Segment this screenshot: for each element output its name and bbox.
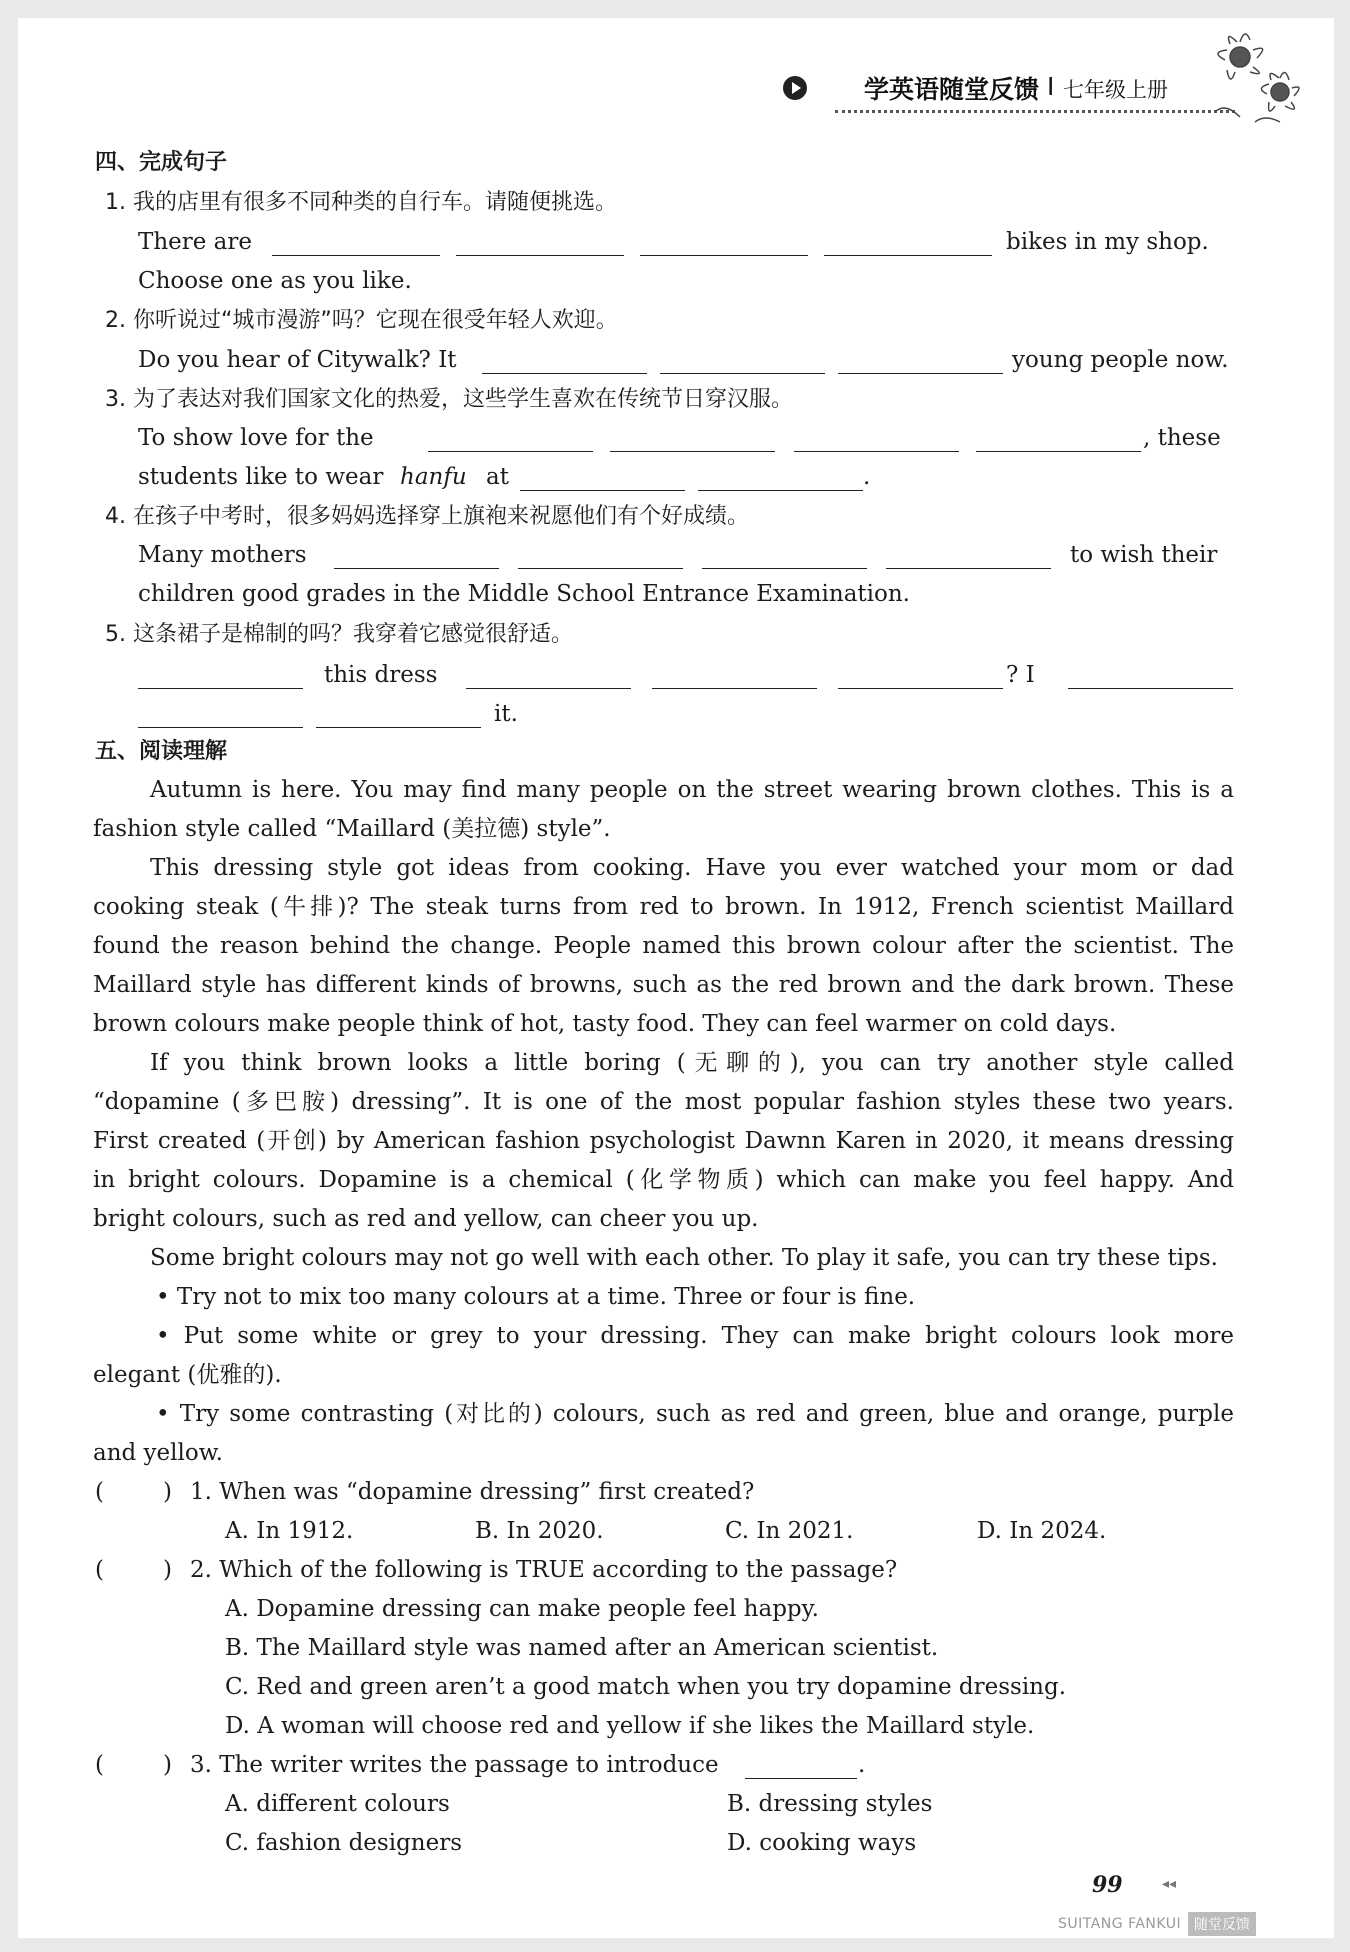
q4-5-end: ? I: [1006, 662, 1035, 688]
answer-paren-close: ): [163, 1479, 172, 1505]
answer-blank[interactable]: [518, 568, 683, 569]
answer-blank[interactable]: [1068, 688, 1233, 689]
passage-line: fashion style called “Maillard (美拉德) style”.: [93, 816, 611, 842]
answer-paren-open[interactable]: (: [95, 1557, 104, 1583]
passage-line: “dopamine (多巴胺) dressing”. It is one of the most popular fashion styles these two years.: [93, 1089, 1234, 1115]
q4-2-start: Do you hear of Citywalk? It: [138, 347, 457, 373]
page-number: 99: [1092, 1872, 1123, 1898]
answer-blank[interactable]: [272, 255, 440, 256]
q4-3-line2: students like to wear: [138, 464, 384, 490]
option-d[interactable]: D. A woman will choose red and yellow if she likes the Maillard style.: [225, 1713, 1035, 1739]
answer-blank[interactable]: [316, 727, 481, 728]
q4-1-chinese: 1. 我的店里有很多不同种类的自行车。请随便挑选。: [105, 190, 617, 215]
q4-3-hanfu: hanfu: [400, 464, 467, 490]
book-title: 学英语随堂反馈: [864, 75, 1040, 104]
answer-blank[interactable]: [456, 255, 624, 256]
passage-line: This dressing style got ideas from cooking. Have you ever watched your mom or dad: [150, 855, 1234, 881]
tip-line: elegant (优雅的).: [93, 1362, 282, 1388]
answer-blank[interactable]: [334, 568, 499, 569]
play-icon: [783, 76, 807, 100]
answer-blank[interactable]: [428, 451, 593, 452]
answer-blank[interactable]: [652, 688, 817, 689]
q4-3-chinese: 3. 为了表达对我们国家文化的热爱，这些学生喜欢在传统节日穿汉服。: [105, 387, 793, 412]
answer-blank[interactable]: [466, 688, 631, 689]
option-b[interactable]: B. dressing styles: [727, 1791, 933, 1817]
q4-1-start: There are: [138, 229, 253, 255]
option-d[interactable]: D. In 2024.: [977, 1518, 1107, 1544]
answer-blank[interactable]: [660, 373, 825, 374]
passage-line: in bright colours. Dopamine is a chemical (化学物质) which can make you feel happy. And: [93, 1167, 1234, 1193]
passage-line: bright colours, such as red and yellow, can cheer you up.: [93, 1206, 759, 1232]
option-d[interactable]: D. cooking ways: [727, 1830, 917, 1856]
q4-3-period: .: [863, 464, 871, 490]
arrow-icon: ◂◂: [1162, 1876, 1177, 1892]
q4-2-end: young people now.: [1012, 347, 1229, 373]
tip-line: • Try some contrasting (对比的) colours, such as red and green, blue and orange, purple: [156, 1401, 1234, 1427]
q4-4-chinese: 4. 在孩子中考时，很多妈妈选择穿上旗袍来祝愿他们有个好成绩。: [105, 504, 749, 529]
passage-line: First created (开创) by American fashion psychologist Dawnn Karen in 2020, it means dressing: [93, 1128, 1234, 1154]
q4-4-end: to wish their: [1070, 542, 1218, 568]
answer-blank[interactable]: [698, 490, 863, 491]
option-b[interactable]: B. The Maillard style was named after an American scientist.: [225, 1635, 939, 1661]
answer-blank[interactable]: [976, 451, 1141, 452]
q4-2-chinese: 2. 你听说过“城市漫游”吗？它现在很受年轻人欢迎。: [105, 308, 618, 333]
answer-paren-close: ): [163, 1752, 172, 1778]
sunflower-icon: [1195, 22, 1315, 132]
passage-line: cooking steak (牛排)? The steak turns from red to brown. In 1912, French scientist Maillard: [93, 894, 1234, 920]
passage-line: Autumn is here. You may find many people on the street wearing brown clothes. This is a: [150, 777, 1234, 803]
option-a[interactable]: A. In 1912.: [225, 1518, 354, 1544]
answer-blank[interactable]: [702, 568, 867, 569]
q4-5-tail: it.: [494, 701, 518, 727]
footer-badge: 随堂反馈: [1188, 1912, 1256, 1936]
q4-4-line2: children good grades in the Middle School Entrance Examination.: [138, 581, 910, 607]
question-stem: 1. When was “dopamine dressing” first created?: [190, 1479, 755, 1505]
option-a[interactable]: A. different colours: [225, 1791, 450, 1817]
answer-blank[interactable]: [482, 373, 647, 374]
q4-4-start: Many mothers: [138, 542, 307, 568]
title-separator: I: [1047, 72, 1055, 101]
header-dotted-rule: [835, 110, 1235, 113]
answer-blank[interactable]: [138, 688, 303, 689]
book-subtitle: 七年级上册: [1063, 78, 1168, 102]
q4-5-chinese: 5. 这条裙子是棉制的吗？我穿着它感觉很舒适。: [105, 622, 573, 647]
option-c[interactable]: C. Red and green aren’t a good match when you try dopamine dressing.: [225, 1674, 1067, 1700]
answer-blank[interactable]: [610, 451, 775, 452]
q4-1-line2: Choose one as you like.: [138, 268, 412, 294]
option-a[interactable]: A. Dopamine dressing can make people feel happy.: [225, 1596, 819, 1622]
q4-3-start: To show love for the: [138, 425, 374, 451]
option-c[interactable]: C. In 2021.: [725, 1518, 854, 1544]
answer-blank[interactable]: [640, 255, 808, 256]
answer-blank[interactable]: [824, 255, 992, 256]
answer-blank[interactable]: [520, 490, 685, 491]
question-stem: 2. Which of the following is TRUE according to the passage?: [190, 1557, 898, 1583]
tip-line: • Put some white or grey to your dressing. They can make bright colours look more: [156, 1323, 1234, 1349]
option-c[interactable]: C. fashion designers: [225, 1830, 463, 1856]
answer-paren-open[interactable]: (: [95, 1479, 104, 1505]
tip-line: • Try not to mix too many colours at a time. Three or four is fine.: [156, 1284, 916, 1310]
question-stem-end: .: [858, 1752, 866, 1778]
passage-line: If you think brown looks a little boring (无聊的), you can try another style called: [150, 1050, 1234, 1076]
answer-paren-close: ): [163, 1557, 172, 1583]
passage-line: found the reason behind the change. People named this brown colour after the scientist. The: [93, 933, 1234, 959]
answer-blank[interactable]: [745, 1778, 857, 1779]
q4-3-end: , these: [1143, 425, 1221, 451]
passage-line: Maillard style has different kinds of browns, such as the red brown and the dark brown. These: [93, 972, 1234, 998]
q4-1-end: bikes in my shop.: [1006, 229, 1209, 255]
answer-blank[interactable]: [794, 451, 959, 452]
tip-line: and yellow.: [93, 1440, 223, 1466]
passage-line: brown colours make people think of hot, tasty food. They can feel warmer on cold days.: [93, 1011, 1117, 1037]
answer-blank[interactable]: [886, 568, 1051, 569]
footer-pinyin: SUITANG FANKUI: [1058, 1916, 1182, 1932]
answer-blank[interactable]: [838, 373, 1003, 374]
question-stem: 3. The writer writes the passage to introduce: [190, 1752, 719, 1778]
answer-paren-open[interactable]: (: [95, 1752, 104, 1778]
passage-line: Some bright colours may not go well with each other. To play it safe, you can try these tips.: [150, 1245, 1218, 1271]
section-5-title: 五、阅读理解: [95, 739, 228, 764]
answer-blank[interactable]: [838, 688, 1003, 689]
section-4-title: 四、完成句子: [95, 150, 228, 175]
option-b[interactable]: B. In 2020.: [475, 1518, 604, 1544]
q4-3-at: at: [486, 464, 509, 490]
q4-5-mid: this dress: [324, 662, 438, 688]
answer-blank[interactable]: [138, 727, 303, 728]
